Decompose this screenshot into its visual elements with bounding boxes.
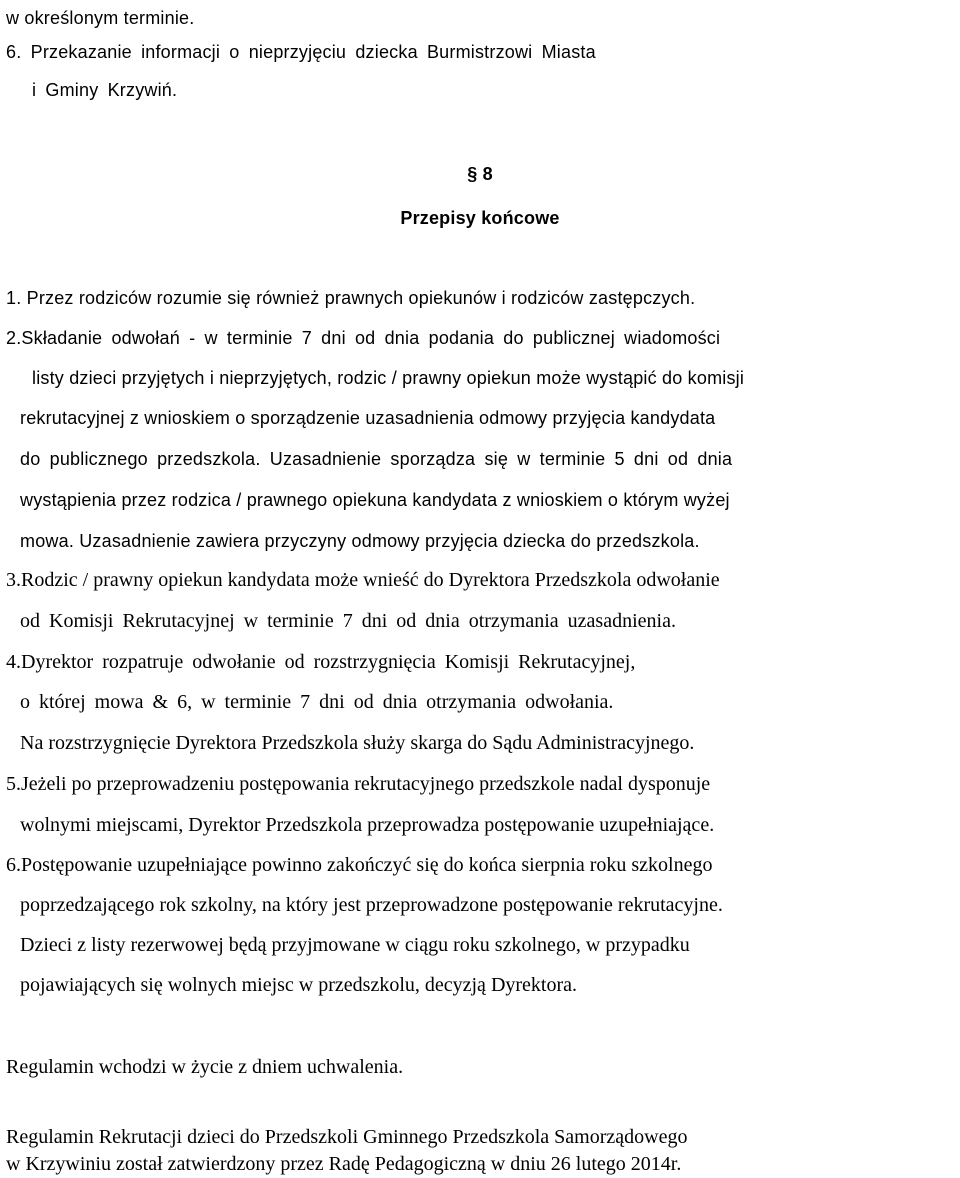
paragraph-6-line-3: Dzieci z listy rezerwowej będą przyjmowane w ciągu roku szkolnego, w przypadku [20, 934, 690, 956]
paragraph-3-line-1: 3.Rodzic / prawny opiekun kandydata może wnieść do Dyrektora Przedszkola odwołanie [6, 569, 720, 591]
section-title: Przepisy końcowe [400, 208, 560, 228]
paragraph-1: 1. Przez rodziców rozumie się również prawnych opiekunów i rodziców zastępczych. [6, 288, 696, 308]
item-6-line-1: 6. Przekazanie informacji o nieprzyjęciu dziecka Burmistrzowi Miasta [6, 42, 596, 62]
intro-tail-text: w określonym terminie. [6, 8, 195, 28]
paragraph-2-line-5: wystąpienia przez rodzica / prawnego opiekuna kandydata z wnioskiem o którym wyżej [20, 490, 730, 510]
paragraph-2-line-3: rekrutacyjnej z wnioskiem o sporządzenie uzasadnienia odmowy przyjęcia kandydata [20, 408, 716, 428]
paragraph-2-line-1: 2.Składanie odwołań - w terminie 7 dni od dnia podania do publicznej wiadomości [6, 328, 721, 348]
paragraph-6-line-2: poprzedzającego rok szkolny, na który jest przeprowadzone postępowanie rekrutacyjne. [20, 894, 723, 916]
paragraph-4-line-1: 4.Dyrektor rozpatruje odwołanie od rozstrzygnięcia Komisji Rekrutacyjnej, [6, 651, 636, 673]
item-6-line-2: i Gminy Krzywiń. [32, 80, 178, 100]
paragraph-5-line-1: 5.Jeżeli po przeprowadzeniu postępowania rekrutacyjnego przedszkole nadal dysponuje [6, 773, 711, 795]
paragraph-2-line-6: mowa. Uzasadnienie zawiera przyczyny odmowy przyjęcia dziecka do przedszkola. [20, 531, 700, 551]
section-mark: § 8 [467, 164, 493, 184]
paragraph-3-line-2: od Komisji Rekrutacyjnej w terminie 7 dni od dnia otrzymania uzasadnienia. [20, 610, 676, 632]
paragraph-4-line-2: o której mowa & 6, w terminie 7 dni od dnia otrzymania odwołania. [20, 691, 614, 713]
paragraph-5-line-2: wolnymi miejscami, Dyrektor Przedszkola przeprowadza postępowanie uzupełniające. [20, 814, 715, 836]
approval-line-2: w Krzywiniu został zatwierdzony przez Radę Pedagogiczną w dniu 26 lutego 2014r. [6, 1153, 682, 1175]
paragraph-2-line-4: do publicznego przedszkola. Uzasadnienie sporządza się w terminie 5 dni od dnia [20, 449, 733, 469]
approval-line-1: Regulamin Rekrutacji dzieci do Przedszkoli Gminnego Przedszkola Samorządowego [6, 1126, 688, 1148]
paragraph-2-line-2: listy dzieci przyjętych i nieprzyjętych, rodzic / prawny opiekun może wystąpić do komisji [32, 368, 745, 388]
paragraph-6-line-1: 6.Postępowanie uzupełniające powinno zakończyć się do końca sierpnia roku szkolnego [6, 854, 713, 876]
paragraph-4-line-3: Na rozstrzygnięcie Dyrektora Przedszkola służy skarga do Sądu Administracyjnego. [20, 732, 695, 754]
closing-statement: Regulamin wchodzi w życie z dniem uchwalenia. [6, 1056, 404, 1078]
paragraph-6-line-4: pojawiających się wolnych miejsc w przedszkolu, decyzją Dyrektora. [20, 974, 578, 996]
